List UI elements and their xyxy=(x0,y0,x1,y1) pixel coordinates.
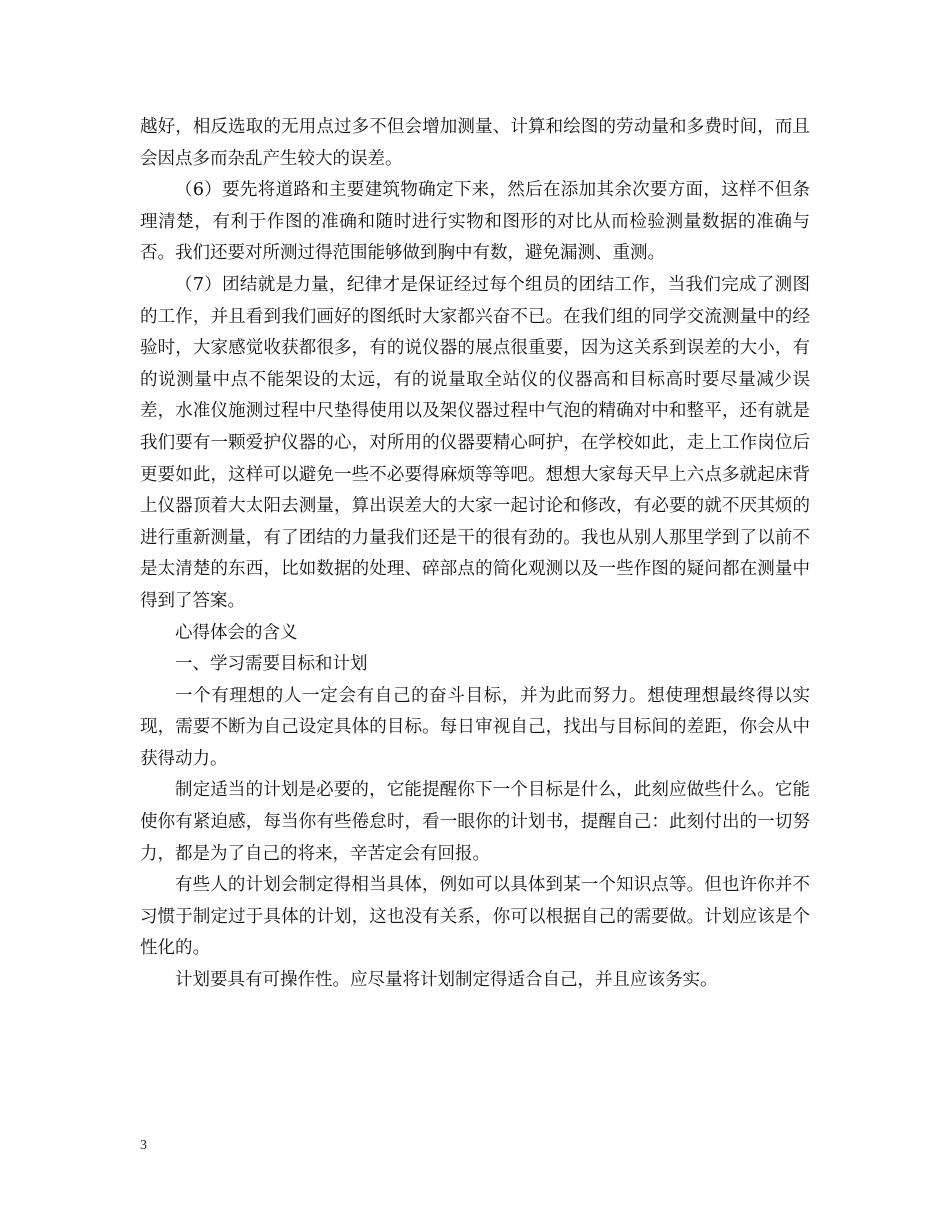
paragraph-item-7: （7）团结就是力量，纪律才是保证经过每个组员的团结工作，当我们完成了测图的工作，并且看到我们画好的图纸时大家都兴奋不已。在我们组的同学交流测量中的经验时，大家感觉收获都很多，有的说仪器的展点很重要，因为这关系到误差的大小，有的说测量中点不能架设的太远，有的说量取全站仪的仪器高和目标高时要尽量减少误差，水准仪施测过程中尺垫得使用以及架仪器过程中气泡的精确对中和整平，还有就是我们要有一颗爱护仪器的心，对所用的仪器要精心呵护，在学校如此，走上工作岗位后更要如此，这样可以避免一些不必要得麻烦等等吧。想想大家每天早上六点多就起床背上仪器顶着大太阳去测量，算出误差大的大家一起讨论和修改，有必要的就不厌其烦的进行重新测量，有了团结的力量我们还是干的很有劲的。我也从别人那里学到了以前不是太清楚的东西，比如数据的处理、碎部点的简化观测以及一些作图的疑问都在测量中得到了答案。 xyxy=(140,274,810,611)
paragraph-item-6: （6）要先将道路和主要建筑物确定下来，然后在添加其余次要方面，这样不但条理清楚，有利于作图的准确和随时进行实物和图形的对比从而检验测量数据的准确与否。我们还要对所测过得范围能够做到胸中有数，避免漏测、重测。 xyxy=(140,180,810,264)
page-number: 3 xyxy=(140,1138,147,1153)
paragraph-continuation: 越好，相反选取的无用点过多不但会增加测量、计算和绘图的劳动量和多费时间，而且会因点多而杂乱产生较大的误差。 xyxy=(140,117,810,169)
paragraph-planning: 制定适当的计划是必要的，它能提醒你下一个目标是什么，此刻应做些什么。它能使你有紧迫感，每当你有些倦怠时，看一眼你的计划书，提醒自己：此刻付出的一切努力，都是为了自己的将来，辛苦定会有回报。 xyxy=(140,780,810,864)
section-heading-meaning: 心得体会的含义 xyxy=(175,622,298,643)
paragraph-operable-plan: 计划要具有可操作性。应尽量将计划制定得适合自己，并且应该务实。 xyxy=(175,970,718,991)
subheading-goals-and-plans: 一、学习需要目标和计划 xyxy=(175,654,368,675)
paragraph-specific-plans: 有些人的计划会制定得相当具体，例如可以具体到某一个知识点等。但也许你并不习惯于制定过于具体的计划，这也没有关系，你可以根据自己的需要做。计划应该是个性化的。 xyxy=(140,875,810,959)
page-body xyxy=(140,112,810,997)
paragraph-goals: 一个有理想的人一定会有自己的奋斗目标，并为此而努力。想使理想最终得以实现，需要不断为自己设定具体的目标。每日审视自己，找出与目标间的差距，你会从中获得动力。 xyxy=(140,685,810,769)
